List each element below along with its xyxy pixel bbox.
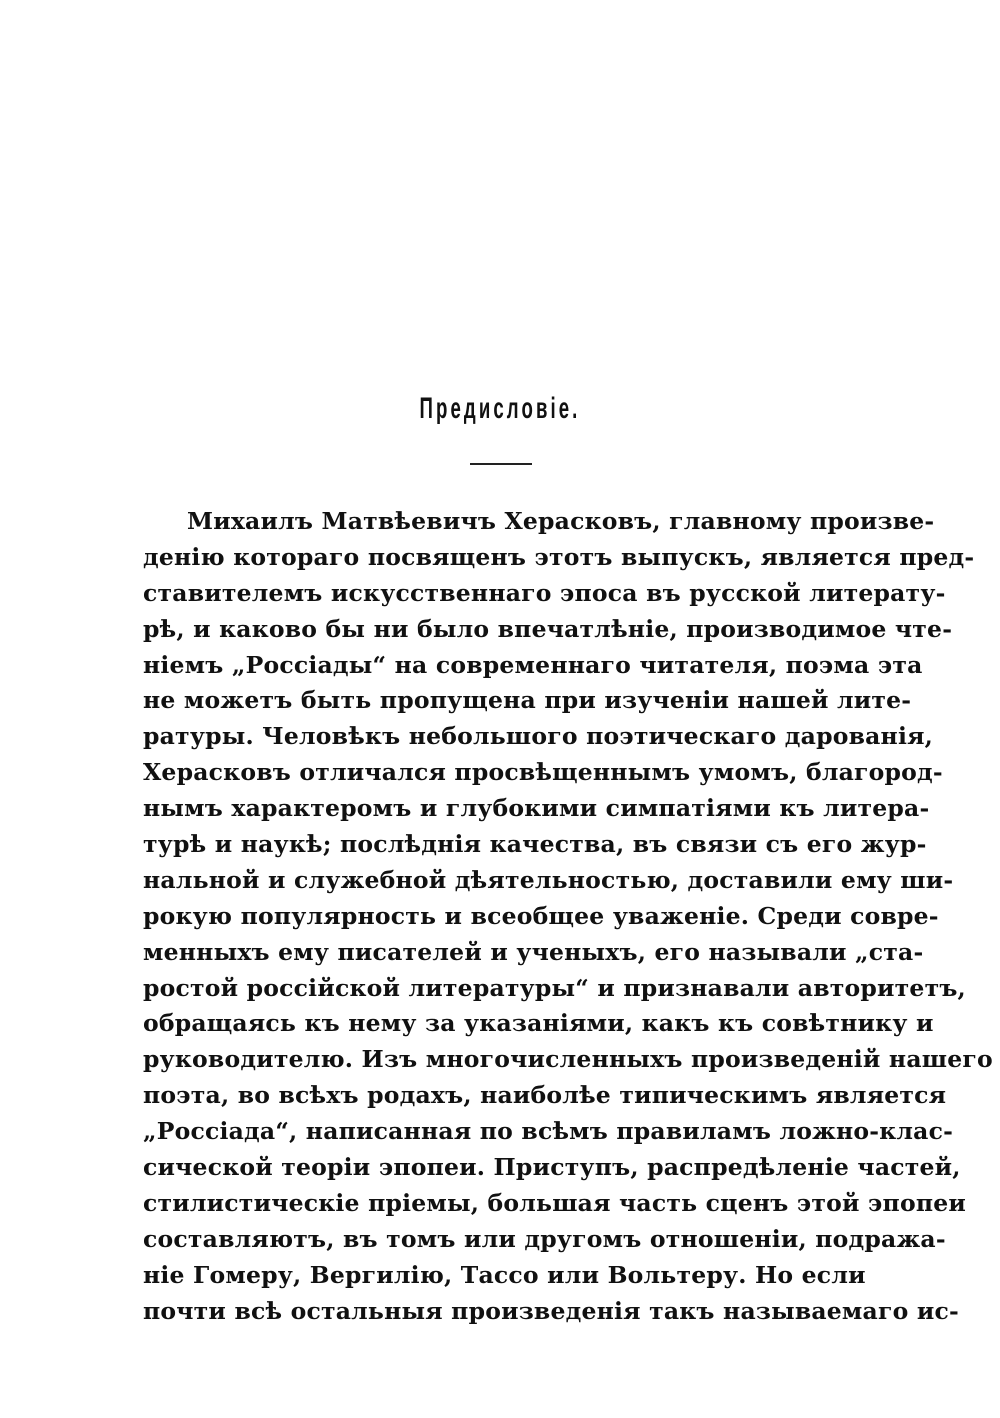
title-divider <box>470 463 532 465</box>
text-line: ставителемъ искусственнаго эпоса въ русской литерату- <box>143 578 946 607</box>
text-line: руководителю. Изъ многочисленныхъ произведеній нашего <box>143 1045 993 1074</box>
preface-text <box>143 504 993 1329</box>
text-line: рѣ, и каково бы ни было впечатлѣніе, производимое чте- <box>143 614 953 643</box>
text-line: рокую популярность и всеобщее уваженіе. Среди совре- <box>143 901 939 930</box>
text-line: турѣ и наукѣ; послѣднія качества, въ связи съ его жур- <box>143 830 927 859</box>
text-line: денію котораго посвященъ этотъ выпускъ, является пред- <box>143 542 975 571</box>
text-line: обращаясь къ нему за указаніями, какъ къ совѣтнику и <box>143 1009 934 1038</box>
text-line: нымъ характеромъ и глубокими симпатіями къ литера- <box>143 794 930 823</box>
text-line: ніе Гомеру, Вергилію, Тассо или Вольтеру. Но если <box>143 1260 866 1289</box>
text-line: Михаилъ Матвѣевичъ Херасковъ, главному произве- <box>187 507 935 535</box>
text-line: ратуры. Человѣкъ небольшого поэтическаго дарованія, <box>143 722 934 751</box>
text-line: почти всѣ остальныя произведенія такъ называемаго ис- <box>143 1296 959 1325</box>
text-line: составляютъ, въ томъ или другомъ отношеніи, подража- <box>143 1224 946 1253</box>
text-line: не можетъ быть пропущена при изученіи нашей лите- <box>143 686 912 715</box>
page-title: Предисловіе. <box>419 392 581 425</box>
text-line: нальной и служебной дѣятельностью, доставили ему ши- <box>143 865 954 894</box>
text-line: сической теоріи эпопеи. Приступъ, распредѣленіе частей, <box>143 1153 961 1182</box>
text-line: стилистическіе пріемы, большая часть сценъ этой эпопеи <box>143 1188 967 1217</box>
text-line: ніемъ „Россіады“ на современнаго читателя, поэма эта <box>143 650 923 679</box>
text-line: Херасковъ отличался просвѣщеннымъ умомъ, благород- <box>143 758 943 787</box>
text-line: ростой россійской литературы“ и признавали авторитетъ, <box>143 973 966 1002</box>
text-line: „Россіада“, написанная по всѣмъ правиламъ ложно-клас- <box>143 1117 954 1146</box>
text-line: поэта, во всѣхъ родахъ, наиболѣе типическимъ является <box>143 1081 947 1110</box>
text-line: менныхъ ему писателей и ученыхъ, его называли „ста- <box>143 937 924 966</box>
